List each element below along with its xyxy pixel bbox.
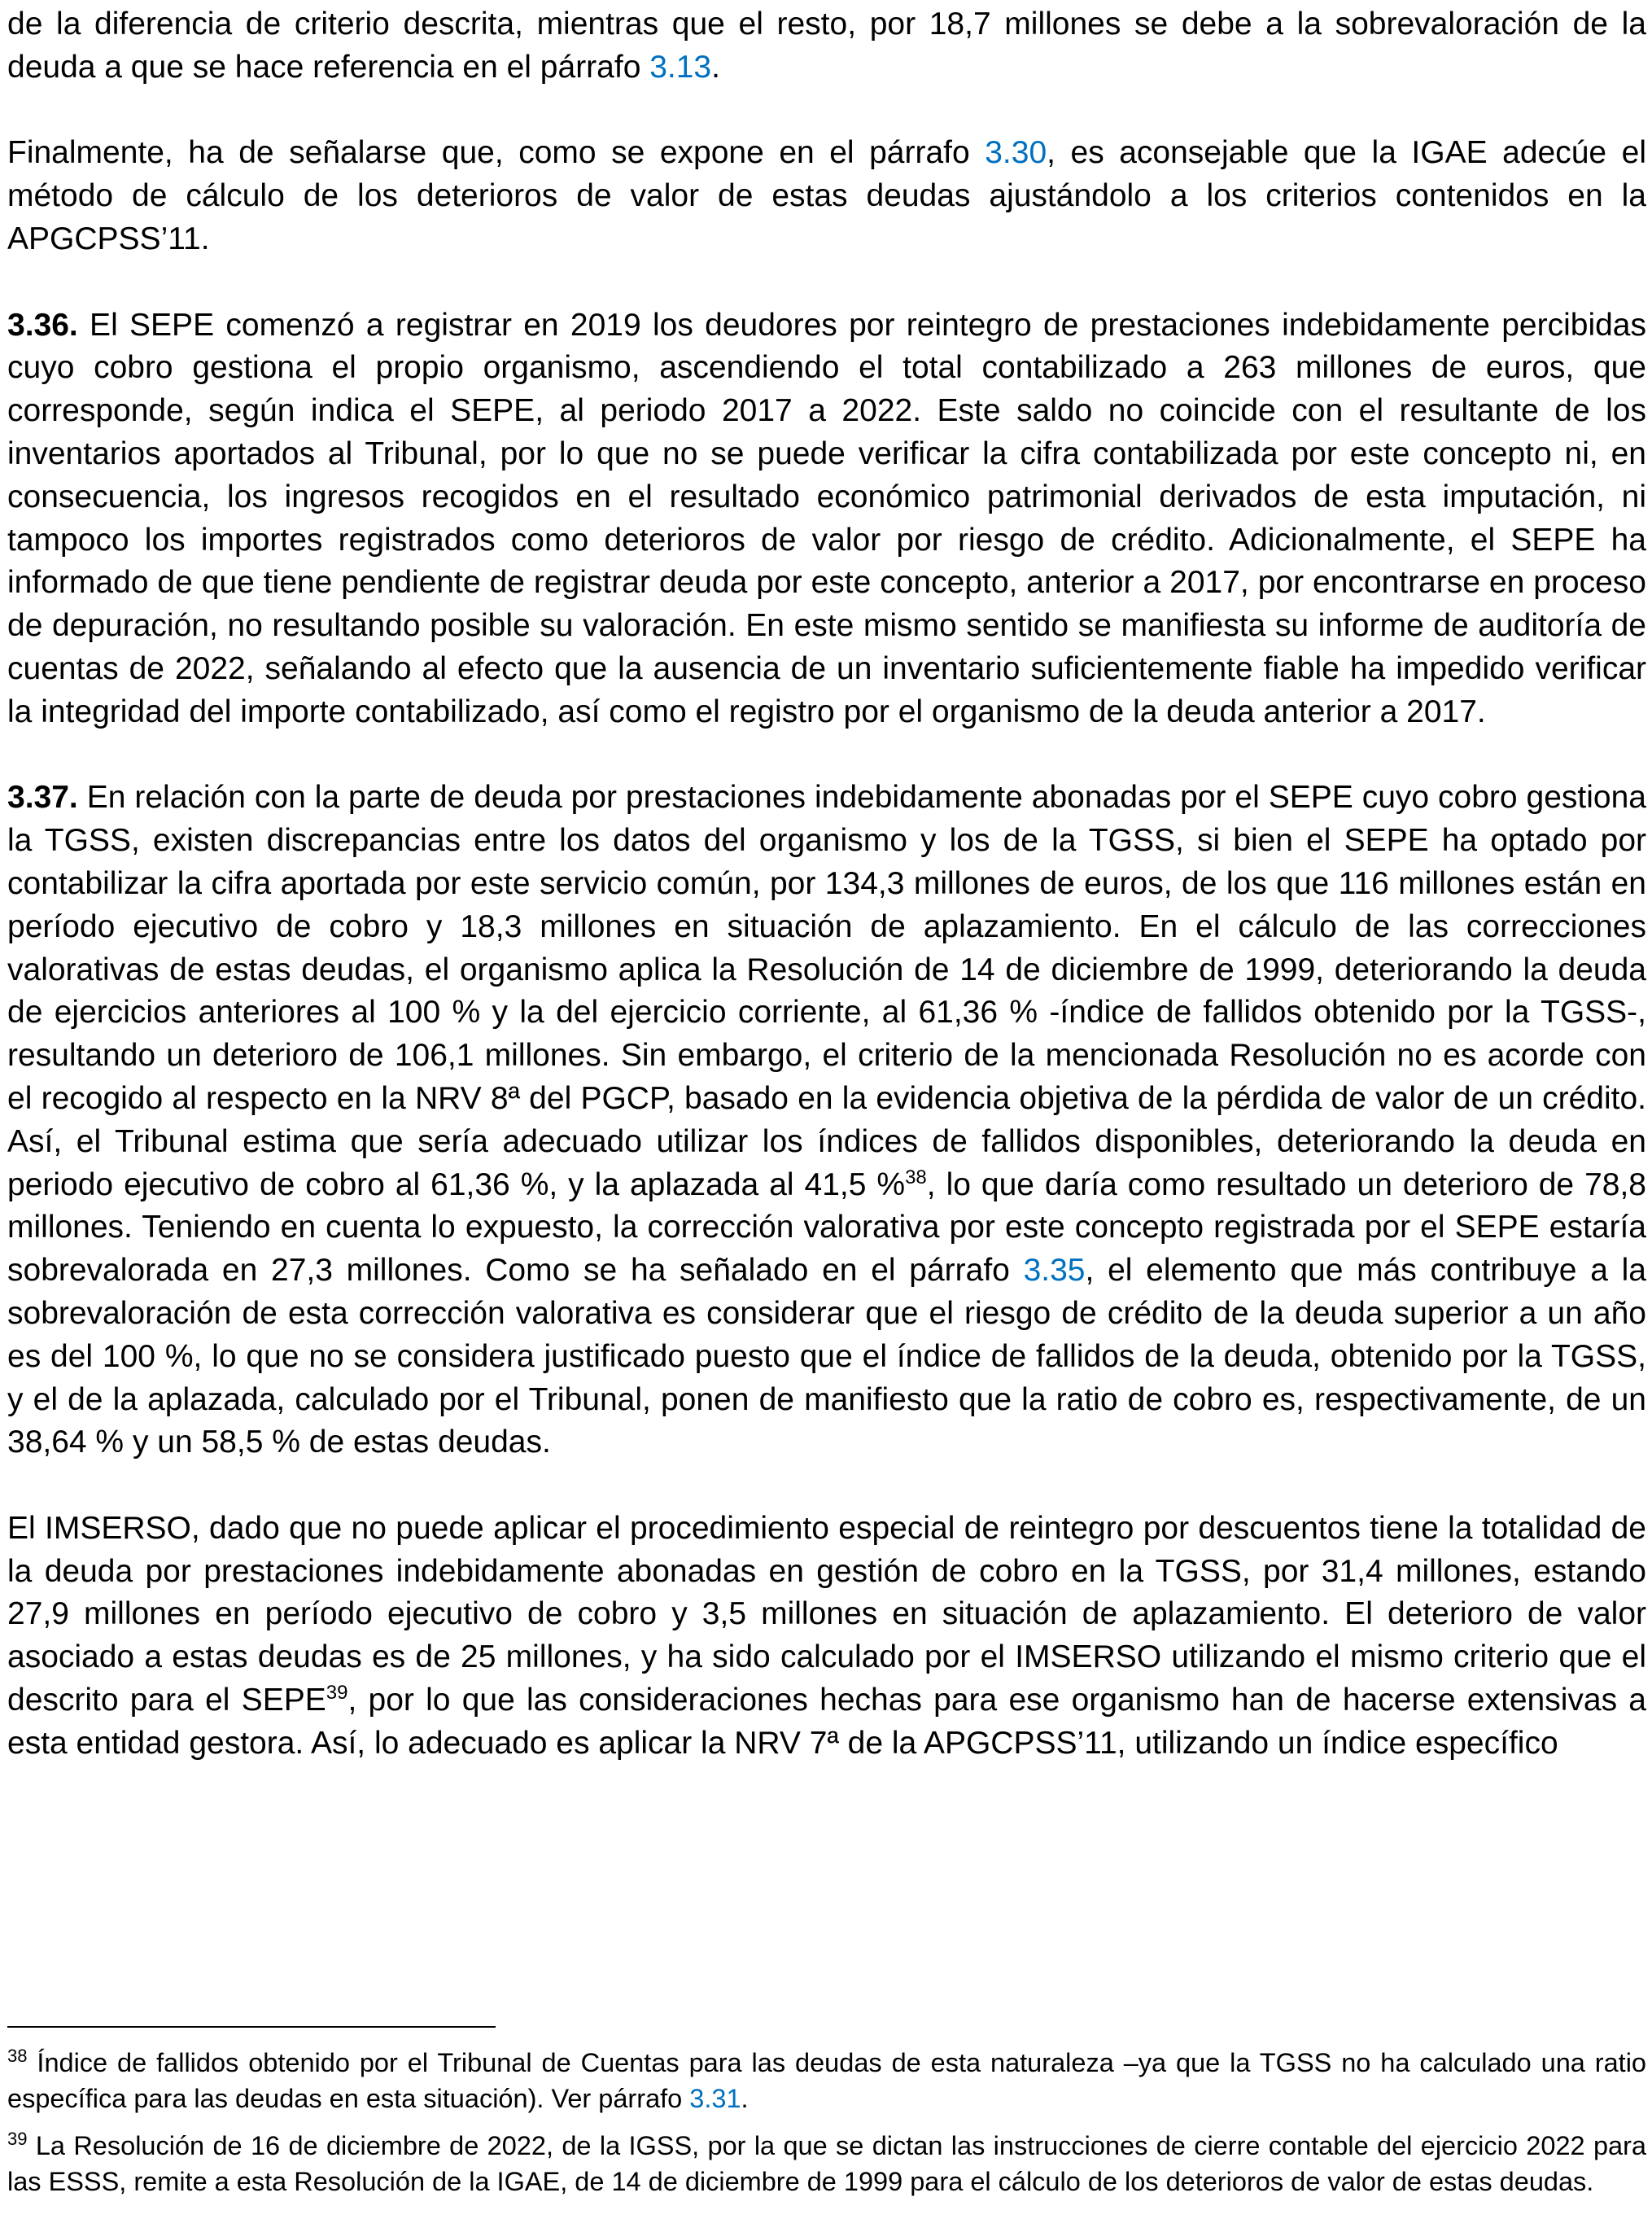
footnote-ref-38[interactable]: 38 bbox=[905, 1166, 927, 1188]
paragraph-link-3-13[interactable]: 3.13 bbox=[649, 49, 712, 85]
paragraph-link-3-35[interactable]: 3.35 bbox=[1023, 1253, 1086, 1289]
footnote-text: Índice de fallidos obtenido por el Tribunal de Cuentas para las deudas de esta naturaleza –ya que la TGSS no ha calculado una ratio específica para las deudas en esta situación). Ver párrafo bbox=[7, 2048, 1646, 2113]
paragraph-text: de la diferencia de criterio descrita, mientras que el resto, por 18,7 millones se debe a la sobrevaloración de la deuda a que se hace referencia en el párrafo bbox=[7, 7, 1646, 85]
paragraph-link-3-30[interactable]: 3.30 bbox=[985, 135, 1047, 171]
paragraph-finalmente bbox=[7, 132, 1646, 260]
paragraph-number: 3.36. bbox=[7, 307, 78, 343]
footnote-link-3-31[interactable]: 3.31 bbox=[689, 2084, 741, 2113]
footnote-separator bbox=[7, 2026, 496, 2028]
paragraph-text: El SEPE comenzó a registrar en 2019 los deudores por reintegro de prestaciones indebidamente percibidas cuyo cobro gestiona el propio organismo, ascendiendo el total contabilizado a 263 millones de euros, que corresponde, según indica el SEPE, al periodo 2017 a 2022. Este saldo no coincide con el resultante de los inventarios aportados al Tribunal, por lo que no se puede verificar la cifra contabilizada por este concepto ni, en consecuencia, los ingresos recogidos en el resultado económico patrimonial derivados de esta imputación, ni tampoco los importes registrados como deterioros de valor por riesgo de crédito. Adicionalmente, el SEPE ha informado de que tiene pendiente de registrar deuda por este concepto, anterior a 2017, por encontrarse en proceso de depuración, no resultando posible su valoración. En este mismo sentido se manifiesta su informe de auditoría de cuentas de 2022, señalando al efecto que la ausencia de un inventario suficientemente fiable ha impedido verificar la integridad del importe contabilizado, así como el registro por el organismo de la deuda anterior a 2017. bbox=[7, 307, 1646, 729]
paragraph-text: , por lo que las consideraciones hechas para ese organismo han de hacerse extensivas a esta entidad gestora. Así, lo adecuado es aplicar la NRV 7ª de la APGCPSS’11, utilizando un índice específico bbox=[7, 1683, 1646, 1761]
paragraph-number: 3.37. bbox=[7, 780, 78, 816]
footnote-38 bbox=[7, 2045, 1646, 2116]
paragraph-text: En relación con la parte de deuda por prestaciones indebidamente abonadas por el SEPE cuyo cobro gestiona la TGSS, existen discrepancias entre los datos del organismo y los de la TGSS, si bien el SEPE ha optado por contabilizar la cifra aportada por este servicio común, por 134,3 millones de euros, de los que 116 millones están en período ejecutivo de cobro y 18,3 millones en situación de aplazamiento. En el cálculo de las correcciones valorativas de estas deudas, el organismo aplica la Resolución de 14 de diciembre de 1999, deteriorando la deuda de ejercicios anteriores al 100 % y la del ejercicio corriente, al 61,36 % -índice de fallidos obtenido por la TGSS-, resultando un deterioro de 106,1 millones. Sin embargo, el criterio de la mencionada Resolución no es acorde con el recogido al respecto en la NRV 8ª del PGCP, basado en la evidencia objetiva de la pérdida de valor de un crédito. Así, el Tribunal estima que sería adecuado utilizar los índices de fallidos disponibles, deteriorando la deuda en periodo ejecutivo de cobro al 61,36 %, y la aplazada al 41,5 % bbox=[7, 780, 1646, 1202]
paragraph-continuation bbox=[7, 3, 1646, 90]
paragraph-3-37 bbox=[7, 777, 1646, 1464]
paragraph-text: Finalmente, ha de señalarse que, como se expone en el párrafo bbox=[7, 135, 986, 171]
paragraph-imserso bbox=[7, 1508, 1646, 1766]
paragraph-text: , es aconsejable que la IGAE adecúe el método de cálculo de los deterioros de valor de estas deudas ajustándolo a los criterios contenidos en la APGCPSS’11. bbox=[7, 135, 1646, 256]
paragraph-text: . bbox=[711, 49, 720, 85]
document-body bbox=[7, 3, 1646, 1808]
paragraph-text: El IMSERSO, dado que no puede aplicar el procedimiento especial de reintegro por descuentos tiene la totalidad de la deuda por prestaciones indebidamente abonadas en gestión de cobro en la TGSS, por 31,4 millones, estando 27,9 millones en período ejecutivo de cobro y 3,5 millones en situación de aplazamiento. El deterioro de valor asociado a estas deudas es de 25 millones, y ha sido calculado por el IMSERSO utilizando el mismo criterio que el descrito para el SEPE bbox=[7, 1510, 1646, 1718]
footnote-text: La Resolución de 16 de diciembre de 2022, de la IGSS, por la que se dictan las instrucciones de cierre contable del ejercicio 2022 para las ESSS, remite a esta Resolución de la IGAE, de 14 de diciembre de 1999 para el cálculo de los deterioros de valor de estas deudas. bbox=[7, 2131, 1646, 2196]
footnote-text: . bbox=[741, 2084, 749, 2113]
paragraph-3-36 bbox=[7, 304, 1646, 734]
footnote-number: 38 bbox=[7, 2046, 28, 2067]
footnotes bbox=[7, 2045, 1646, 2211]
footnote-39 bbox=[7, 2128, 1646, 2199]
footnote-ref-39[interactable]: 39 bbox=[326, 1682, 348, 1705]
paragraph-text: , el elemento que más contribuye a la sobrevaloración de esta corrección valorativa es considerar que el riesgo de crédito de la deuda superior a un año es del 100 %, lo que no se considera justificado puesto que el índice de fallidos de la deuda, obtenido por la TGSS, y el de la aplazada, calculado por el Tribunal, ponen de manifiesto que la ratio de cobro es, respectivamente, de un 38,64 % y un 58,5 % de estas deudas. bbox=[7, 1253, 1646, 1460]
paragraph-text: , lo que daría como resultado un deterioro de 78,8 millones. Teniendo en cuenta lo expuesto, la corrección valorativa por este concepto registrada por el SEPE estaría sobrevalorada en 27,3 millones. Como se ha señalado en el párrafo bbox=[7, 1166, 1646, 1289]
footnote-number: 39 bbox=[7, 2129, 28, 2150]
